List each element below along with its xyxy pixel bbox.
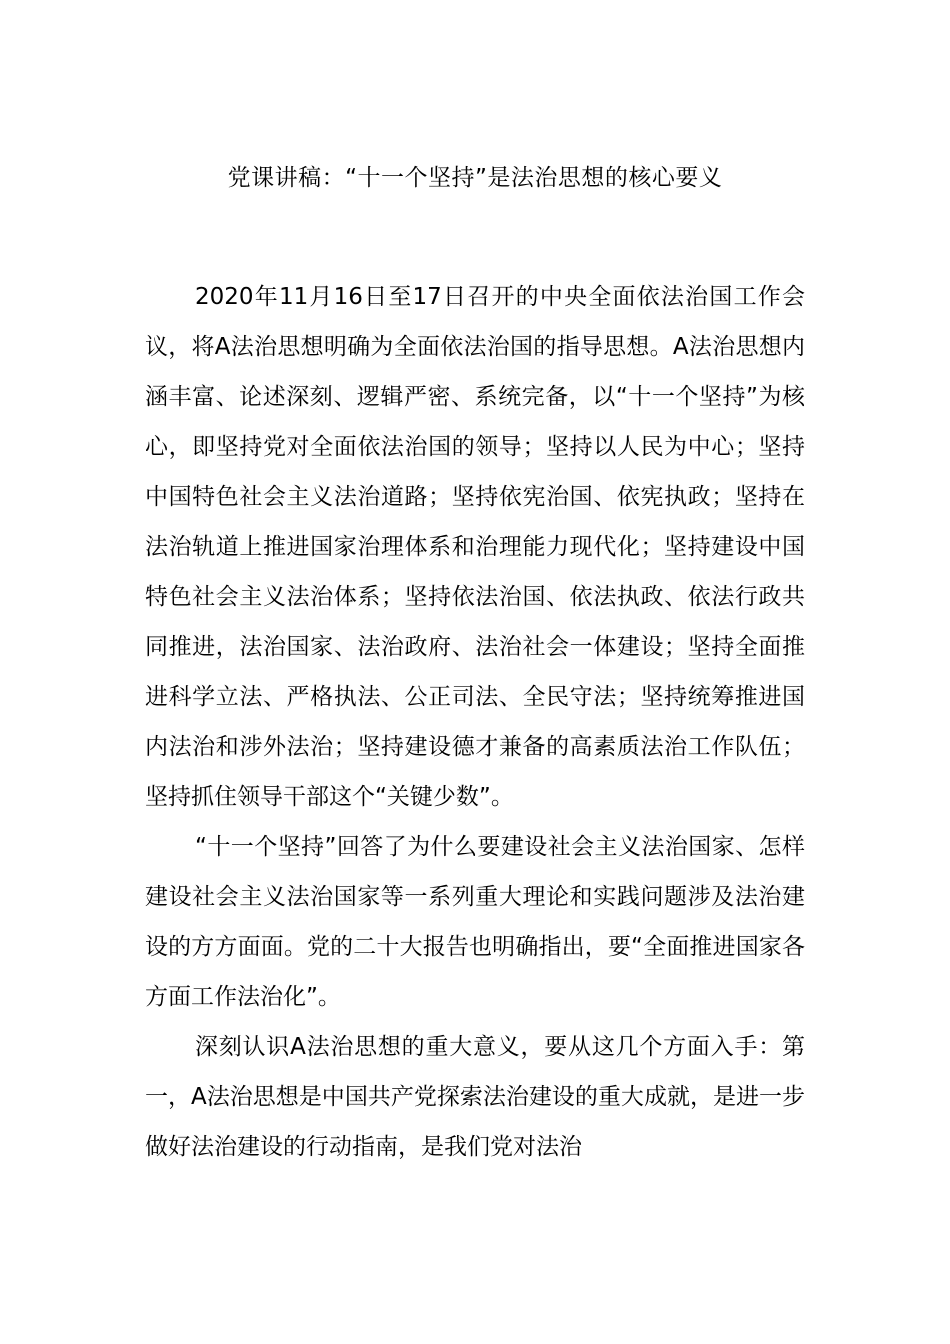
paragraph: 2020年11月16日至17日召开的中央全面依法治国工作会议，将A法治思想明确为全面依法治国的指导思想。A法治思想内涵丰富、论述深刻、逻辑严密、系统完备，以“十一个坚持”为核心，即坚持党对全面依法治国的领导；坚持以人民为中心；坚持中国特色社会主义法治道路；坚持依宪治国、依宪执政；坚持在法治轨道上推进国家治理体系和治理能力现代化；坚持建设中国特色社会主义法治体系；坚持依法治国、依法执政、依法行政共同推进，法治国家、法治政府、法治社会一体建设；坚持全面推进科学立法、严格执法、公正司法、全民守法；坚持统筹推进国内法治和涉外法治；坚持建设德才兼备的高素质法治工作队伍；坚持抓住领导干部这个“关键少数”。	[145, 284, 805, 810]
paragraph: “十一个坚持”回答了为什么要建设社会主义法治国家、怎样建设社会主义法治国家等一系列重大理论和实践问题涉及法治建设的方方面面。党的二十大报告也明确指出，要“全面推进国家各方面工作法治化”。	[145, 834, 805, 1010]
document-body	[145, 272, 805, 1172]
paragraph: 深刻认识A法治思想的重大意义，要从这几个方面入手：第一，A法治思想是中国共产党探索法治建设的重大成就，是进一步做好法治建设的行动指南，是我们党对法治	[145, 1034, 805, 1160]
document-title: 党课讲稿：“十一个坚持”是法治思想的核心要义	[227, 165, 723, 191]
